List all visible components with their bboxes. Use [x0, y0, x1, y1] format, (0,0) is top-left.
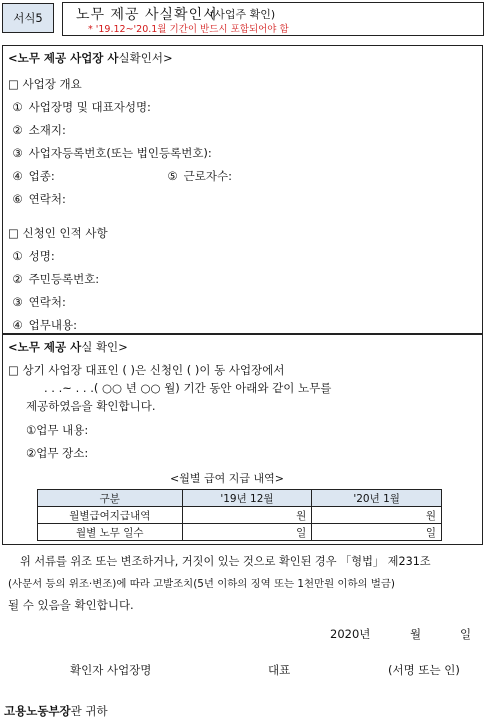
table-header: '20년 1월 [312, 490, 442, 507]
section-heading-bold: <노무 제공 사 [8, 340, 82, 354]
workplace-overview-title: □ 사업장 개요 [8, 77, 82, 91]
declaration-line-1: 위 서류를 위조 또는 변조하거나, 거짓이 있는 것으로 확인된 경우 「형법」 제231조 [20, 555, 431, 568]
task-content-label: ①업무 내용: [26, 423, 89, 437]
signature-label: (서명 또는 인) [388, 663, 460, 677]
field-number: ① [12, 249, 23, 263]
section-confirmation-heading [8, 339, 128, 355]
field-label: 주민등록번호: [28, 272, 100, 286]
field-label: 성명: [28, 249, 55, 263]
addressee [4, 703, 108, 719]
field-label: 사업장명 및 대표자성명: [28, 100, 151, 114]
field-industry [10, 168, 55, 184]
period-note: * '19.12~'20.1월 기간이 반드시 포함되어야 함 [88, 24, 289, 35]
table-header: 구분 [38, 490, 183, 507]
field-number: ③ [12, 295, 23, 309]
declaration-line-3: 될 수 있음을 확인합니다. [8, 598, 134, 612]
field-number: ① [12, 100, 23, 114]
field-number: ⑤ [167, 169, 178, 183]
field-label: 소재지: [28, 123, 66, 137]
field-number: ④ [12, 169, 23, 183]
field-label: 연락처: [28, 192, 66, 206]
field-label: 연락처: [28, 295, 66, 309]
date-day: 일 [460, 627, 472, 641]
field-number: ⑥ [12, 192, 23, 206]
field-address [10, 122, 66, 138]
field-business-reg-no [10, 145, 212, 161]
table-cell-unit: 원 [182, 507, 312, 524]
form-number-badge [2, 3, 54, 33]
table-row [38, 524, 442, 541]
representative-label: 대표 [268, 663, 291, 677]
section-heading-bold: <노무 제공 사업장 사 [8, 51, 119, 65]
addressee-bold: 고용노동부장 [4, 704, 71, 718]
task-place-label: ②업무 장소: [26, 446, 89, 460]
applicant-info-title: □ 신청인 인적 사항 [8, 226, 108, 240]
date-month: 월 [410, 627, 422, 641]
field-employee-count [165, 168, 232, 184]
table-row-label: 월별 노무 일수 [38, 524, 183, 541]
section-heading-rest: 실확인서> [118, 51, 173, 65]
confirmation-line-2: . . .~ . . .( ○○ 년 ○○ 월) 기간 동안 아래와 같이 노무를 [44, 381, 332, 395]
form-number: 서식5 [13, 11, 43, 25]
field-applicant-name [10, 248, 55, 264]
field-label: 근로자수: [183, 169, 232, 183]
field-applicant-contact [10, 294, 66, 310]
field-job-description [10, 317, 77, 333]
field-label: 사업자등록번호(또는 법인등록번호): [28, 146, 212, 160]
document-subtitle: (사업주 확인) [210, 8, 276, 21]
field-label: 업무내용: [28, 318, 77, 332]
section-heading-rest: 실 확인> [81, 340, 128, 354]
field-resident-reg-no [10, 271, 99, 287]
section-workplace-heading [8, 50, 173, 66]
table-cell-unit: 일 [312, 524, 442, 541]
confirmation-line-1: □ 상기 사업장 대표인 ( )은 신청인 ( )이 동 사업장에서 [8, 363, 285, 377]
field-number: ② [12, 123, 23, 137]
field-number: ② [12, 272, 23, 286]
confirmer-label: 확인자 사업장명 [70, 663, 152, 677]
field-label: 업종: [28, 169, 55, 183]
field-number: ④ [12, 318, 23, 332]
table-header: '19년 12월 [182, 490, 312, 507]
table-header-row [38, 490, 442, 507]
monthly-pay-table [37, 489, 442, 541]
pay-table-title: <월별 급여 지급 내역> [170, 472, 284, 485]
field-business-name [10, 99, 151, 115]
table-row-label: 월별급여지급내역 [38, 507, 183, 524]
addressee-rest: 관 귀하 [70, 704, 108, 718]
field-number: ③ [12, 146, 23, 160]
table-cell-unit: 원 [312, 507, 442, 524]
confirmation-line-3: 제공하였음을 확인합니다. [26, 399, 156, 413]
table-row [38, 507, 442, 524]
table-cell-unit: 일 [182, 524, 312, 541]
date-year: 2020년 [330, 627, 371, 641]
field-workplace-contact [10, 191, 66, 207]
document-title: 노무 제공 사실확인서 [76, 7, 218, 23]
declaration-line-2: (사문서 등의 위조·변조)에 따라 고발조치(5년 이하의 징역 또는 1천만원 이하의 벌금) [8, 578, 395, 590]
